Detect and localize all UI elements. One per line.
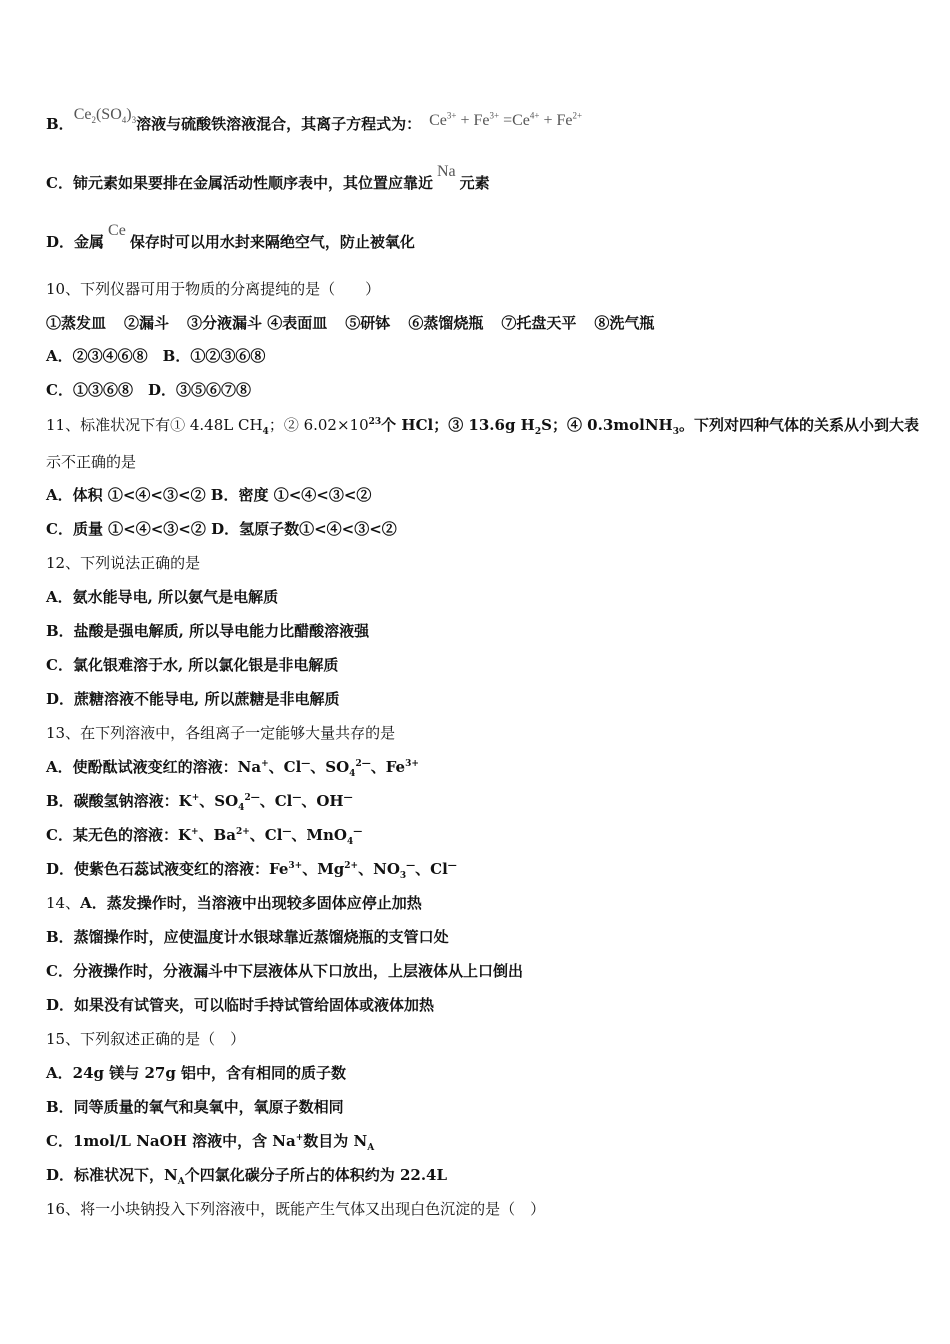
q13-option-a: A．使酚酞试液变红的溶液：Na+、Cl—、$SO_4^{2—}$、$Fe^{3+}$ (46, 758, 419, 779)
list-item: ⑥蒸馏烧瓶 (408, 314, 484, 332)
q10-stem: 10、下列仪器可用于物质的分离提纯的是（ ） (46, 280, 381, 298)
q14-option-a: 14、A．蒸发操作时，当溶液中出现较多固体应停止加热 (46, 894, 422, 912)
list-item: ③分液漏斗 (187, 314, 263, 332)
q15-option-b: B．同等质量的氧气和臭氧中，氧原子数相同 (46, 1098, 344, 1116)
q9-option-b (46, 106, 583, 135)
list-item: ⑧洗气瓶 (594, 314, 655, 332)
q12-option-b: B．盐酸是强电解质, 所以导电能力比醋酸溶液强 (46, 622, 370, 640)
q13-option-c: C．某无色的溶液：K+、$Ba^{2+}$、Cl—、MnO$_4$— (46, 826, 363, 847)
q9-option-c: C．铈元素如果要排在金属活动性顺序表中，其位置应靠近Na元素 (46, 163, 490, 192)
q13-option-d: D．使紫色石蕊试液变红的溶液：$Fe^{3+}$、$Mg^{2+}$、$NO_3^—$、Cl— (46, 860, 457, 881)
q12-option-c: C．氯化银难溶于水, 所以氯化银是非电解质 (46, 656, 339, 674)
question-number: 14、 (46, 894, 81, 912)
q16-stem: 16、将一小块钠投入下列溶液中，既能产生气体又出现白色沉淀的是（ ） (46, 1200, 546, 1218)
q10-instrument-list (46, 313, 654, 333)
q10-options-ab: A．②③④⑥⑧ B．①②③⑥⑧ (46, 347, 266, 365)
list-item: ②漏斗 (124, 314, 170, 332)
list-item: ①蒸发皿 (46, 314, 107, 332)
ionic-equation: $Ce^{3+} + Fe^{3+} =Ce^{4+} + Fe^{2+}$ (429, 110, 583, 129)
q11-options-ab: A．体积 ①<④<③<② B．密度 ①<④<③<② (46, 486, 372, 504)
q14-option-d: D．如果没有试管夹，可以临时手持试管给固体或液体加热 (46, 996, 435, 1014)
q10-options-cd: C．①③⑥⑧ D．③⑤⑥⑦⑧ (46, 381, 251, 399)
option-text: 溶液与硫酸铁溶液混合，其离子方程式为： (136, 115, 422, 133)
q15-stem: 15、下列叙述正确的是（ ） (46, 1030, 246, 1048)
list-item: ④表面皿 (267, 314, 328, 332)
q11-stem-cont: 示不正确的是 (46, 453, 137, 471)
element-ce: Ce (108, 222, 126, 239)
q12-option-d: D．蔗糖溶液不能导电, 所以蔗糖是非电解质 (46, 690, 340, 708)
q15-option-d: D．标准状况下，$N_A$个四氯化碳分子所占的体积约为 22.4L (46, 1166, 448, 1187)
element-na: Na (436, 163, 456, 180)
list-item: ⑤研钵 (345, 314, 391, 332)
formula-ce2so43: $Ce_2(SO_4)_3$ (73, 106, 137, 126)
q13-stem: 13、在下列溶液中，各组离子一定能够大量共存的是 (46, 724, 396, 742)
q14-option-b: B．蒸馏操作时，应使温度计水银球靠近蒸馏烧瓶的支管口处 (46, 928, 449, 946)
q14-option-c: C．分液操作时，分液漏斗中下层液体从下口放出，上层液体从上口倒出 (46, 962, 523, 980)
q12-stem: 12、下列说法正确的是 (46, 554, 201, 572)
list-item: ⑦托盘天平 (501, 314, 577, 332)
q15-option-c: C．1mol/L NaOH 溶液中，含 Na+数目为 $N_A$ (46, 1132, 375, 1153)
q11-options-cd: C．质量 ①<④<③<② D．氢原子数①<④<③<② (46, 520, 397, 538)
q12-option-a: A．氨水能导电, 所以氨气是电解质 (46, 588, 279, 606)
q11-stem: 11、标准状况下有① 4.48L $CH_4$；② $6.02\times 10^{23}$个 HCl；③ 13.6g $H_2S$；④ 0.3molNH$_3$。下列对四种气体的关系从小到大表 (46, 416, 919, 437)
q9-option-d: D．金属Ce保存时可以用水封来隔绝空气，防止被氧化 (46, 222, 415, 251)
q13-option-b: B．碳酸氢钠溶液：K+、$SO_4^{2—}$、Cl—、OH— (46, 792, 353, 813)
q15-option-a: A．24g 镁与 27g 铝中，含有相同的质子数 (46, 1064, 347, 1082)
option-letter: B． (46, 115, 74, 133)
